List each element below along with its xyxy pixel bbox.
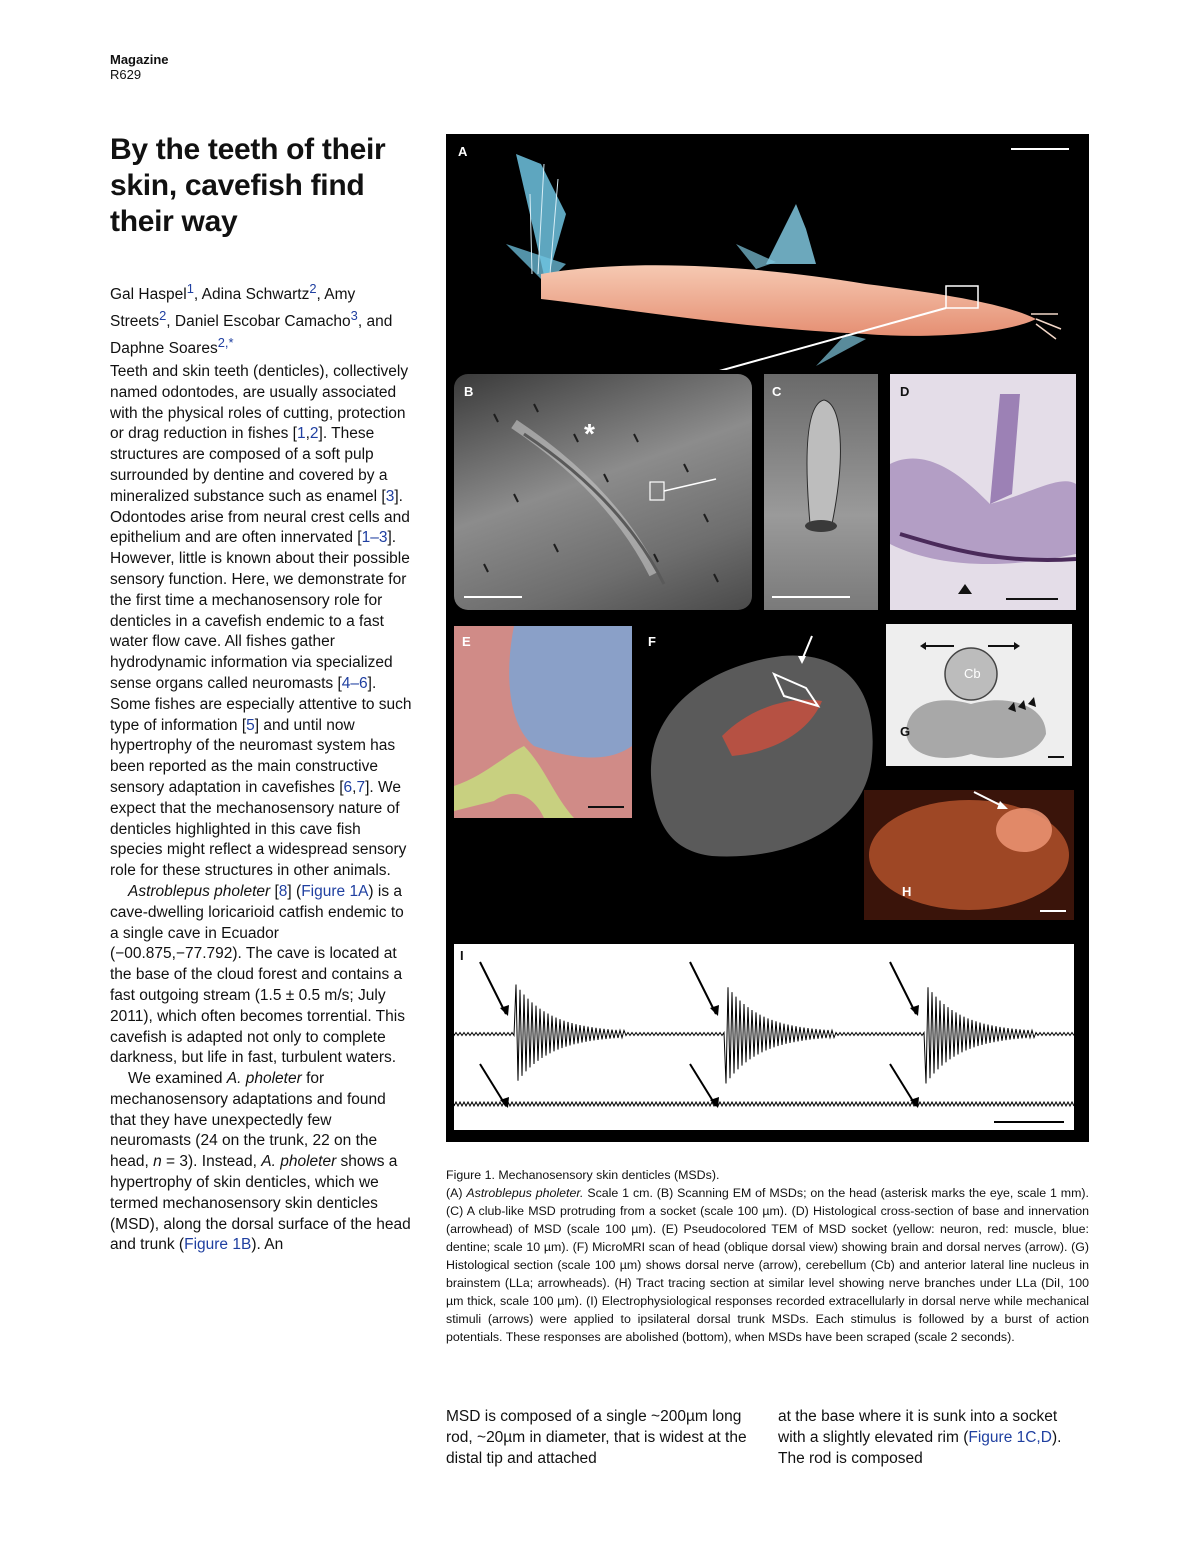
- body-text-column-1: [110, 362, 415, 1256]
- author-name: , Adina Schwartz: [193, 286, 310, 304]
- fish-illustration: [446, 134, 1089, 370]
- reference-link[interactable]: 3: [385, 487, 395, 505]
- species-name: Astroblepus pholeter.: [466, 1186, 584, 1200]
- stimulus-arrow: [480, 962, 506, 1014]
- cerebellum-label: Cb: [964, 666, 981, 681]
- text-run: ]. Odontodes arise from neural crest cells and epithelium and are often innervated [: [110, 487, 410, 547]
- species-name: A. pholeter: [261, 1153, 337, 1171]
- tracing-image: [864, 790, 1074, 920]
- figure-1: [446, 134, 1089, 1142]
- paragraph-3: [110, 1069, 415, 1256]
- text-run: ,: [305, 425, 310, 443]
- caption-text: (A): [446, 1186, 467, 1200]
- reference-link[interactable]: 5: [246, 716, 255, 734]
- author-list: [110, 278, 410, 359]
- text-run: ). The rod is composed: [778, 1429, 1062, 1467]
- paragraph-1: [110, 362, 415, 882]
- author-name: , Daniel Escobar Camacho: [166, 313, 351, 331]
- histology-section: [890, 374, 1076, 610]
- sem-image: [454, 374, 752, 610]
- text-run: ] and until now hypertrophy of the neuromast system has been reported as the main constructive sensory adaptation in cavefishes [: [110, 716, 396, 796]
- species-name: A. pholeter: [226, 1070, 302, 1088]
- affiliation-mark[interactable]: 2: [159, 308, 167, 324]
- text-run: ). An: [251, 1236, 284, 1254]
- panel-g-histology: [886, 624, 1072, 766]
- panel-i-electrophysiology: [454, 944, 1074, 1130]
- scale-bar: [1011, 148, 1069, 150]
- author-name: Gal Haspel: [110, 286, 187, 304]
- scale-bar: [1040, 910, 1066, 912]
- reference-link[interactable]: 1: [296, 425, 306, 443]
- tail-fin: [506, 154, 566, 284]
- reference-link[interactable]: 1–3: [361, 529, 388, 547]
- paragraph-2: [110, 882, 415, 1069]
- figure-link[interactable]: Figure 1A: [301, 882, 369, 900]
- panel-c-msd-closeup: [764, 374, 878, 610]
- affiliation-mark[interactable]: 3: [350, 308, 358, 324]
- scale-bar: [588, 806, 624, 808]
- msd-rod: [764, 374, 878, 610]
- panel-label-i: I: [460, 948, 464, 963]
- text-run: ) is a cave-dwelling loricarioid catfish endemic to a single cave in Ecuador (−00.875,−77.792). The cave is located at the base of the cloud forest and contains a fast outgoing stream (1.5 ± 0.5 m/s; July 2011), which often becomes torrential. This cavefish is adapted not only to complete darkness, but life in fast, turbulent waters.: [110, 882, 405, 1067]
- tem-image: [454, 626, 632, 818]
- panel-h-tract-tracing: [864, 790, 1074, 920]
- panel-f-micromri: [642, 626, 880, 866]
- panel-label-g: G: [900, 724, 911, 739]
- affiliation-mark[interactable]: 2: [309, 281, 317, 296]
- article-title: By the teeth of their skin, cavefish find their way: [110, 133, 386, 238]
- text-run: Teeth and skin teeth (denticles), collectively named odontodes, are usually associated with the physical roles of cutting, protection or drag reduction in fishes [: [110, 363, 409, 443]
- pelvic-fin: [816, 334, 866, 366]
- panel-b-sem: [454, 374, 752, 610]
- scale-bar: [1006, 598, 1058, 600]
- dorsal-fin: [766, 204, 816, 264]
- trace-control: [454, 985, 1074, 1084]
- panel-label-b: B: [464, 384, 474, 399]
- panel-e-tem: [454, 626, 632, 818]
- body-text-column-3: [778, 1406, 1088, 1469]
- figure-link[interactable]: Figure 1C,D: [968, 1429, 1052, 1446]
- text-run: ]. These structures are composed of a soft pulp surrounded by dentine and covered by a mineralized substance such as enamel [: [110, 425, 388, 505]
- reference-link[interactable]: 6: [343, 778, 353, 796]
- caption-title: Figure 1. Mechanosensory skin denticles (MSDs).: [446, 1168, 720, 1182]
- panel-d-histology: [890, 374, 1076, 610]
- text-run: ,: [352, 778, 357, 796]
- panel-label-e: E: [462, 634, 471, 649]
- stimulus-arrow: [890, 962, 916, 1014]
- author-name: , Amy Streets: [110, 286, 356, 331]
- paragraph: [778, 1406, 1088, 1469]
- affiliation-mark[interactable]: 1: [186, 281, 194, 296]
- eye-asterisk: *: [584, 418, 595, 449]
- text-run: for mechanosensory adaptations and found that they have unexpectedly few neuromasts (24 on the trunk, 22 on the head,: [110, 1070, 386, 1171]
- fish-body: [541, 265, 1036, 336]
- scale-bar: [464, 596, 522, 598]
- text-run: ]. Some fishes are especially attentive to such type of information [: [110, 674, 412, 734]
- species-name: Astroblepus pholeter: [128, 882, 271, 900]
- reference-link[interactable]: 4–6: [341, 674, 368, 692]
- text-run: [: [270, 882, 279, 900]
- text-run: We examined: [128, 1070, 227, 1088]
- mri-scan: [642, 626, 880, 866]
- panel-a-fish-photo: [446, 134, 1089, 370]
- text-run: ]. We expect that the mechanosensory nature of denticles highlighted in this cave fish species might reflect a widespread sensory role for these structures in other animals.: [110, 778, 407, 880]
- reference-link[interactable]: 2: [309, 425, 319, 443]
- panel-label-c: C: [772, 384, 782, 399]
- caption-text: Scale 1 cm. (B) Scanning EM of MSDs; on the head (asterisk marks the eye, scale 1 mm). (C) A club-like MSD protruding from a socket (scale 100 µm). (D) Histological cross-section of base and innervation (arrowhead) of MSD (scale 100 µm). (E) Pseudocolored TEM of MSD socket (yellow: neuron, red: muscle, blue: dentine; scale 10 µm). (F) MicroMRI scan of head (oblique dorsal view) showing brain and dorsal nerves (arrow). (G) Histological section (scale 100 µm) shows dorsal nerve (arrow), cerebellum (Cb) and anterior lateral line nucleus in brainstem (LLa; arrowheads). (H) Tract tracing section at similar level showing nerve branches under LLa (DiI, 100 µm thick, scale 100 µm). (I) Electrophysiological responses recorded extracellularly in dorsal nerve while mechanical stimuli (arrows) were applied to ipsilateral dorsal trunk MSDs. Each stimulus is followed by a burst of action potentials. These responses are abolished (bottom), when MSDs have been scraped (scale 2 seconds).: [446, 1186, 1089, 1344]
- paragraph: MSD is composed of a single ~200µm long rod, ~20µm in diameter, that is widest at the distal tip and attached: [446, 1408, 747, 1467]
- scale-bar: [772, 596, 850, 598]
- figure-caption: [446, 1166, 1089, 1346]
- panel-label-f: F: [648, 634, 656, 649]
- affiliation-mark[interactable]: 2,*: [217, 335, 234, 351]
- author-name: , and Daphne Soares: [110, 313, 393, 358]
- trace-scraped: [454, 1102, 1074, 1106]
- body-text-column-2: [446, 1406, 761, 1469]
- reference-link[interactable]: 8: [278, 882, 288, 900]
- panel-label-h: H: [902, 884, 912, 899]
- brain-section: [886, 624, 1072, 766]
- barbels: [1031, 314, 1061, 339]
- stimulus-arrow: [690, 962, 716, 1014]
- text-run: = 3). Instead,: [161, 1153, 262, 1171]
- reference-link[interactable]: 7: [356, 778, 366, 796]
- italic-symbol: n: [153, 1153, 162, 1171]
- text-run: ] (: [287, 882, 302, 900]
- scale-bar: [1048, 756, 1064, 758]
- electrophysiology-traces: [454, 944, 1074, 1130]
- text-run: at the base where it is sunk into a socket with a slightly elevated rim (: [778, 1408, 1058, 1446]
- text-run: ]. However, little is known about their possible sensory function. Here, we demonstrate for the first time a mechanosensory role for denticles in a cavefish endemic to a fast water flow cave. All fishes gather hydrodynamic information via specialized sense organs called neuromasts [: [110, 529, 410, 692]
- panel-label-a: A: [458, 144, 468, 159]
- panel-label-d: D: [900, 384, 910, 399]
- section-name: Magazine: [110, 52, 169, 67]
- text-run: shows a hypertrophy of skin denticles, which we termed mechanosensory skin denticles (MSD), along the dorsal surface of the head and trunk (: [110, 1153, 411, 1254]
- figure-link[interactable]: Figure 1B: [184, 1236, 252, 1254]
- running-header: [110, 52, 169, 82]
- page-number: R629: [110, 67, 142, 82]
